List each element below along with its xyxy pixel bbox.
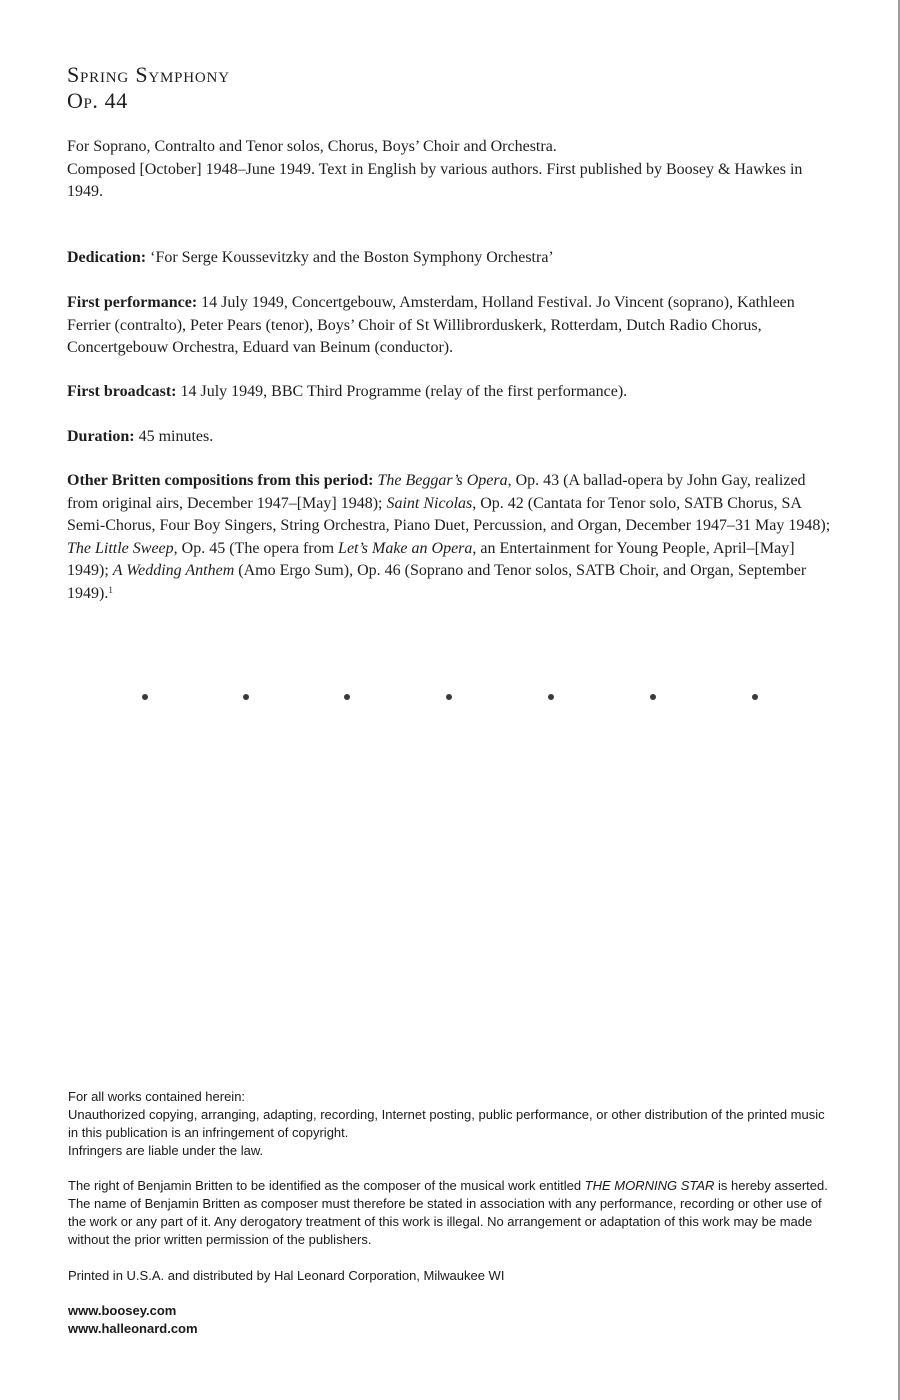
moral-rights-text-post: is hereby asserted. The name of Benjamin Britten as composer must therefore be stated in association with any performance, recording or other use of the work or any part of it. Any derogatory treatment of this work is illegal. No arrangement or adaptation of this work may be made without the prior written permission of the publishers. bbox=[68, 1178, 828, 1247]
moral-rights-work-title: THE MORNING STAR bbox=[584, 1178, 715, 1193]
first-performance-paragraph bbox=[67, 292, 837, 360]
dot-ornament-divider bbox=[0, 690, 900, 704]
work-title-beggars-opera: The Beggar’s Opera bbox=[377, 472, 508, 489]
first-broadcast-label: First broadcast: bbox=[67, 383, 177, 400]
duration-label: Duration: bbox=[67, 428, 135, 445]
work-source-lets-make-an-opera: Let’s Make an Opera bbox=[338, 539, 473, 557]
first-performance-text: 14 July 1949, Concertgebouw, Amsterdam, Holland Festival. Jo Vincent (soprano), Kathleen Ferrier (contralto), Peter Pears (tenor), Boys’ Choir of St Willibrorduskerk, Rotterdam, Dutch Radio Chorus, Concertgebouw Orchestra, Eduard van Beinum (conductor). bbox=[67, 294, 795, 356]
other-works-paragraph bbox=[67, 470, 837, 605]
infringement-notice: Infringers are liable under the law. bbox=[68, 1143, 264, 1158]
other-works-label: Other Britten compositions from this period: bbox=[67, 472, 374, 489]
work-description bbox=[67, 136, 837, 204]
first-performance-label: First performance: bbox=[67, 294, 198, 311]
work-title-little-sweep: The Little Sweep bbox=[67, 539, 174, 557]
work-title-block bbox=[67, 62, 230, 114]
scoring-line: For Soprano, Contralto and Tenor solos, Chorus, Boys’ Choir and Orchestra. bbox=[67, 138, 557, 155]
work-title-wedding-anthem: A Wedding Anthem bbox=[112, 562, 235, 579]
work-text-saint-nicolas: , Op. 42 (Cantata for Tenor solo, SATB Chorus, SA Semi-Chorus, Four Boy Singers, String Orchestra, Piano Duet, Percussion, and Organ, December 1947–31 May 1948); bbox=[67, 494, 831, 534]
duration-paragraph bbox=[67, 426, 837, 449]
moral-rights-text-pre: The right of Benjamin Britten to be identified as the composer of the musical work entitled bbox=[68, 1178, 585, 1193]
work-text-beggars-opera: , Op. 43 (A ballad-opera by John Gay, realized from original airs, December 1947–[May] 1948); bbox=[67, 472, 806, 512]
duration-text: 45 minutes. bbox=[138, 428, 214, 445]
ornament-dot bbox=[243, 694, 249, 700]
work-title: Spring Symphony bbox=[67, 62, 230, 87]
dedication-paragraph bbox=[67, 247, 837, 270]
ornament-dot bbox=[548, 694, 554, 700]
copyright-notice bbox=[68, 1088, 838, 1160]
distribution-notice bbox=[68, 1267, 838, 1285]
composition-line: Composed [October] 1948–June 1949. Text in English by various authors. First published by Boosey & Hawkes in 1949. bbox=[67, 160, 803, 200]
dedication-text: ‘For Serge Koussevitzky and the Boston Symphony Orchestra’ bbox=[150, 249, 554, 266]
copyright-warning: Unauthorized copying, arranging, adapting, recording, Internet posting, public performance, or other distribution of the printed music in this publication is an infringement of copyright. bbox=[68, 1107, 825, 1140]
ornament-dot bbox=[650, 694, 656, 700]
dedication-label: Dedication: bbox=[67, 249, 147, 266]
publisher-links bbox=[68, 1302, 838, 1338]
first-broadcast-paragraph bbox=[67, 381, 837, 404]
boosey-url[interactable]: www.boosey.com bbox=[68, 1303, 177, 1318]
footnote-marker: 1 bbox=[108, 584, 113, 595]
work-text-wedding-anthem: (Amo Ergo Sum), Op. 46 (Soprano and Tenor solos, SATB Choir, and Organ, September 1949). bbox=[67, 562, 807, 602]
ornament-dot bbox=[752, 694, 758, 700]
copyright-intro: For all works contained herein: bbox=[68, 1089, 246, 1104]
moral-rights-notice bbox=[68, 1177, 838, 1249]
printed-in: Printed in U.S.A. and distributed by Hal Leonard Corporation, Milwaukee WI bbox=[68, 1268, 505, 1283]
ornament-dot bbox=[344, 694, 350, 700]
work-text-little-sweep-2: , an Entertainment for Young People, April–[May] 1949); bbox=[67, 539, 795, 579]
first-broadcast-text: 14 July 1949, BBC Third Programme (relay of the first performance). bbox=[180, 383, 628, 400]
ornament-dot bbox=[446, 694, 452, 700]
work-text-little-sweep: , Op. 45 (The opera from bbox=[173, 539, 339, 557]
halleonard-url[interactable]: www.halleonard.com bbox=[68, 1321, 198, 1336]
work-title-saint-nicolas: Saint Nicolas bbox=[386, 494, 473, 512]
opus-number: Op. 44 bbox=[67, 88, 128, 113]
ornament-dot bbox=[142, 694, 148, 700]
